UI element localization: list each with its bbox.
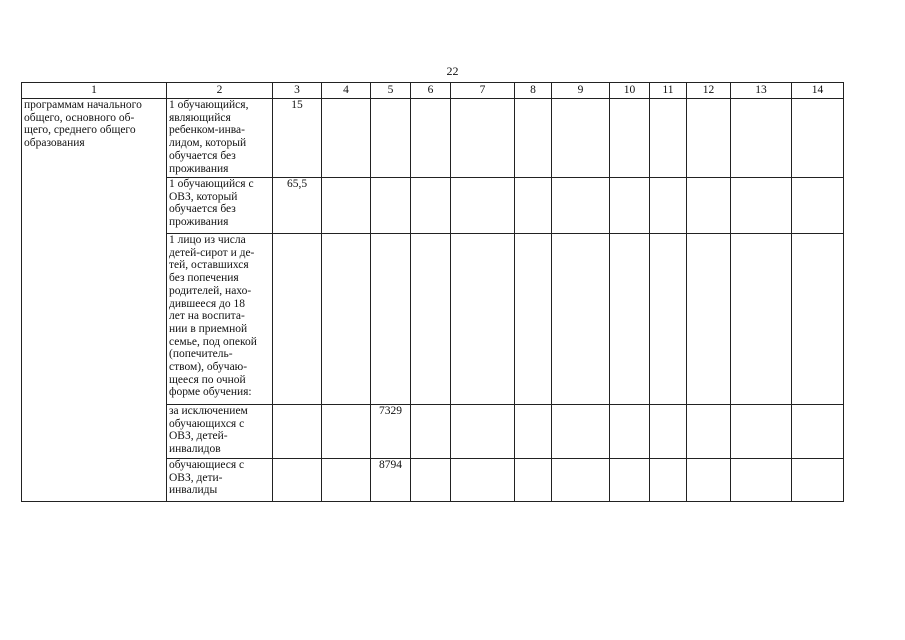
empty-cell — [731, 459, 792, 502]
empty-cell — [610, 234, 650, 405]
empty-cell — [792, 234, 844, 405]
empty-cell — [610, 405, 650, 459]
empty-cell — [322, 178, 371, 234]
data-table — [21, 82, 844, 502]
value-cell — [371, 99, 411, 178]
column-header: 11 — [650, 83, 687, 99]
empty-cell — [610, 99, 650, 178]
page-number: 22 — [446, 64, 459, 78]
empty-cell — [515, 99, 552, 178]
empty-cell — [792, 405, 844, 459]
empty-cell — [650, 178, 687, 234]
empty-cell — [451, 234, 515, 405]
category-cell: 1 обучающийся, являющийся ребенком-инва- лидом, который обучается без проживания — [167, 99, 273, 178]
column-header: 6 — [411, 83, 451, 99]
empty-cell — [792, 99, 844, 178]
value-cell — [273, 405, 322, 459]
empty-cell — [687, 459, 731, 502]
empty-cell — [552, 234, 610, 405]
column-header: 4 — [322, 83, 371, 99]
value-cell: 65,5 — [273, 178, 322, 234]
empty-cell — [610, 178, 650, 234]
empty-cell — [650, 99, 687, 178]
value-cell: 15 — [273, 99, 322, 178]
value-cell — [371, 234, 411, 405]
column-header: 13 — [731, 83, 792, 99]
empty-cell — [650, 234, 687, 405]
category-cell: обучающиеся с ОВЗ, дети- инвалиды — [167, 459, 273, 502]
empty-cell — [322, 459, 371, 502]
empty-cell — [515, 459, 552, 502]
value-cell — [273, 459, 322, 502]
column-header: 8 — [515, 83, 552, 99]
empty-cell — [451, 405, 515, 459]
column-header: 9 — [552, 83, 610, 99]
category-cell: 1 лицо из числа детей-сирот и де- тей, оставшихся без попечения родителей, нахо- дившееся до 18 лет на воспита- нии в приемной семье, под опекой (попечитель- ством), обучаю- щееся по очной форме обучения: — [167, 234, 273, 405]
column-header: 3 — [273, 83, 322, 99]
empty-cell — [411, 459, 451, 502]
empty-cell — [552, 99, 610, 178]
empty-cell — [610, 459, 650, 502]
column-header: 2 — [167, 83, 273, 99]
empty-cell — [552, 178, 610, 234]
empty-cell — [650, 459, 687, 502]
column-header: 10 — [610, 83, 650, 99]
empty-cell — [515, 234, 552, 405]
empty-cell — [731, 234, 792, 405]
column-header: 1 — [22, 83, 167, 99]
table-row — [22, 99, 844, 178]
empty-cell — [322, 99, 371, 178]
program-category-cell: программам начального общего, основного об- щего, среднего общего образования — [22, 99, 167, 502]
empty-cell — [731, 405, 792, 459]
empty-cell — [552, 405, 610, 459]
empty-cell — [411, 178, 451, 234]
value-cell — [371, 178, 411, 234]
empty-cell — [411, 99, 451, 178]
empty-cell — [451, 178, 515, 234]
empty-cell — [687, 234, 731, 405]
column-header: 12 — [687, 83, 731, 99]
empty-cell — [792, 178, 844, 234]
column-header: 7 — [451, 83, 515, 99]
empty-cell — [687, 178, 731, 234]
value-cell: 8794 — [371, 459, 411, 502]
column-header: 14 — [792, 83, 844, 99]
category-cell: за исключением обучающихся с ОВЗ, детей- инвалидов — [167, 405, 273, 459]
empty-cell — [322, 234, 371, 405]
empty-cell — [451, 459, 515, 502]
value-cell: 7329 — [371, 405, 411, 459]
empty-cell — [411, 405, 451, 459]
column-header: 5 — [371, 83, 411, 99]
empty-cell — [552, 459, 610, 502]
empty-cell — [650, 405, 687, 459]
empty-cell — [731, 99, 792, 178]
category-cell: 1 обучающийся с ОВЗ, который обучается без проживания — [167, 178, 273, 234]
empty-cell — [322, 405, 371, 459]
table-header-row — [22, 83, 844, 99]
empty-cell — [515, 178, 552, 234]
value-cell — [273, 234, 322, 405]
empty-cell — [731, 178, 792, 234]
empty-cell — [411, 234, 451, 405]
empty-cell — [515, 405, 552, 459]
empty-cell — [687, 405, 731, 459]
empty-cell — [792, 459, 844, 502]
empty-cell — [451, 99, 515, 178]
empty-cell — [687, 99, 731, 178]
